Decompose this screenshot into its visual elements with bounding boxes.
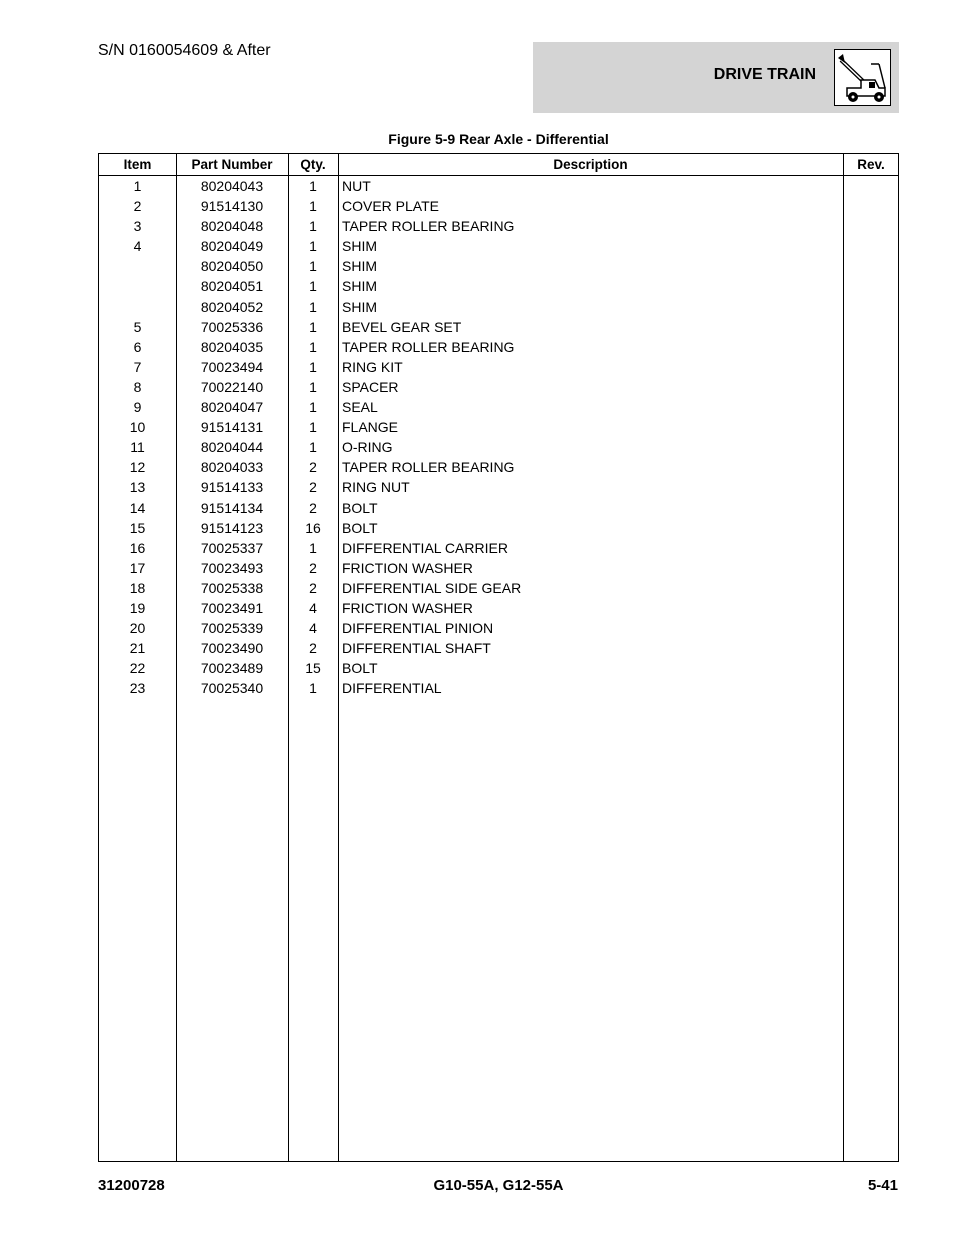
description-cell: NUT bbox=[342, 178, 371, 194]
qty-cell: 1 bbox=[309, 399, 317, 416]
table-row bbox=[99, 175, 898, 195]
part-number-cell: 91514123 bbox=[200, 519, 264, 536]
item-cell: 22 bbox=[129, 660, 146, 677]
description-cell: DIFFERENTIAL PINION bbox=[342, 620, 494, 637]
description-cell: TAPER ROLLER BEARING bbox=[342, 338, 515, 355]
item-cell: 6 bbox=[133, 338, 142, 355]
description-cell: SPACER bbox=[342, 378, 399, 395]
item-cell: 16 bbox=[129, 539, 146, 556]
description-cell: FRICTION WASHER bbox=[342, 559, 473, 576]
qty-cell: 4 bbox=[309, 620, 317, 637]
column-header-rev: Rev. bbox=[857, 157, 885, 172]
qty-cell: 1 bbox=[309, 439, 317, 456]
description-cell: O-RING bbox=[342, 439, 393, 456]
table-row bbox=[99, 597, 898, 617]
qty-cell: 2 bbox=[309, 459, 317, 476]
table-row bbox=[99, 235, 898, 255]
qty-cell: 1 bbox=[309, 358, 317, 375]
description-cell: DIFFERENTIAL SIDE GEAR bbox=[342, 579, 522, 596]
qty-cell: 4 bbox=[309, 599, 317, 616]
table-row bbox=[99, 316, 898, 336]
qty-cell: 1 bbox=[309, 378, 317, 395]
part-number-cell: 70023494 bbox=[200, 358, 264, 375]
table-row bbox=[99, 255, 898, 275]
section-title: DRIVE TRAIN bbox=[713, 66, 816, 83]
part-number-cell: 80204047 bbox=[200, 399, 264, 416]
part-number-cell: 80204050 bbox=[200, 258, 264, 275]
table-row bbox=[99, 497, 898, 517]
qty-cell: 1 bbox=[309, 278, 317, 295]
item-cell: 19 bbox=[129, 599, 146, 616]
description-cell: TAPER ROLLER BEARING bbox=[342, 218, 515, 235]
table-row bbox=[99, 577, 898, 597]
item-cell: 12 bbox=[129, 459, 146, 476]
part-number-cell: 70023489 bbox=[200, 660, 264, 677]
document-number: 31200728 bbox=[98, 1177, 165, 1194]
part-number-cell: 80204048 bbox=[200, 218, 264, 235]
table-row bbox=[99, 195, 898, 215]
part-number-cell: 91514131 bbox=[200, 419, 264, 436]
qty-cell: 2 bbox=[309, 640, 317, 657]
item-cell: 14 bbox=[129, 499, 146, 516]
table-row bbox=[99, 617, 898, 637]
description-cell: BOLT bbox=[342, 660, 378, 677]
figure-title: Figure 5-9 Rear Axle - Differential bbox=[388, 131, 609, 147]
item-cell: 23 bbox=[129, 680, 146, 697]
table-row bbox=[99, 456, 898, 476]
table-row bbox=[99, 275, 898, 295]
part-number-cell: 80204052 bbox=[200, 298, 264, 315]
item-cell: 5 bbox=[133, 318, 142, 335]
serial-number: S/N 0160054609 & After bbox=[98, 42, 271, 59]
table-row bbox=[99, 336, 898, 356]
item-cell: 8 bbox=[133, 378, 142, 395]
table-row bbox=[99, 657, 898, 677]
description-cell: SHIM bbox=[342, 238, 377, 255]
table-row bbox=[99, 637, 898, 657]
qty-cell: 1 bbox=[309, 680, 317, 697]
table-row bbox=[99, 436, 898, 456]
item-cell: 9 bbox=[133, 399, 142, 416]
part-number-cell: 70025340 bbox=[200, 680, 264, 697]
qty-cell: 1 bbox=[309, 298, 317, 315]
description-cell: DIFFERENTIAL bbox=[342, 680, 442, 697]
qty-cell: 1 bbox=[309, 338, 317, 355]
qty-cell: 1 bbox=[309, 539, 317, 556]
table-row bbox=[99, 296, 898, 316]
table-row bbox=[99, 416, 898, 436]
part-number-cell: 70025338 bbox=[200, 579, 264, 596]
qty-cell: 1 bbox=[309, 178, 317, 194]
item-cell: 7 bbox=[133, 358, 142, 375]
description-cell: COVER PLATE bbox=[342, 198, 439, 215]
qty-cell: 16 bbox=[305, 519, 321, 536]
table-row bbox=[99, 376, 898, 396]
section-header bbox=[533, 42, 899, 113]
table-row bbox=[99, 517, 898, 537]
qty-cell: 1 bbox=[309, 318, 317, 335]
part-number-cell: 80204051 bbox=[200, 278, 264, 295]
item-cell: 11 bbox=[130, 439, 145, 456]
qty-cell: 2 bbox=[309, 499, 317, 516]
part-number-cell: 80204035 bbox=[200, 338, 264, 355]
item-cell: 10 bbox=[129, 419, 146, 436]
description-cell: SHIM bbox=[342, 298, 377, 315]
column-header-item: Item bbox=[123, 157, 152, 172]
description-cell: FLANGE bbox=[342, 419, 399, 436]
part-number-cell: 70022140 bbox=[200, 378, 264, 395]
item-cell: 18 bbox=[129, 579, 146, 596]
part-number-cell: 70025337 bbox=[200, 539, 264, 556]
column-header-description: Description bbox=[553, 157, 628, 172]
part-number-cell: 70025336 bbox=[200, 318, 264, 335]
parts-table bbox=[98, 153, 899, 1162]
part-number-cell: 80204033 bbox=[200, 459, 264, 476]
part-number-cell: 70023491 bbox=[200, 599, 264, 616]
part-number-cell: 70025339 bbox=[200, 620, 264, 637]
table-row bbox=[99, 396, 898, 416]
qty-cell: 2 bbox=[309, 579, 317, 596]
description-cell: DIFFERENTIAL CARRIER bbox=[342, 539, 508, 556]
description-cell: DIFFERENTIAL SHAFT bbox=[342, 640, 491, 657]
part-number-cell: 80204044 bbox=[200, 439, 264, 456]
qty-cell: 2 bbox=[309, 559, 317, 576]
item-cell: 20 bbox=[129, 620, 146, 637]
description-cell: SHIM bbox=[342, 258, 377, 275]
description-cell: RING KIT bbox=[342, 358, 403, 375]
description-cell: BOLT bbox=[342, 499, 378, 516]
item-cell: 2 bbox=[133, 198, 142, 215]
item-cell: 17 bbox=[129, 559, 146, 576]
part-number-cell: 80204043 bbox=[200, 178, 264, 194]
item-cell: 21 bbox=[129, 640, 146, 657]
table-row bbox=[99, 476, 898, 496]
description-cell: RING NUT bbox=[342, 479, 410, 496]
item-cell: 13 bbox=[129, 479, 146, 496]
table-row bbox=[99, 537, 898, 557]
description-cell: BOLT bbox=[342, 519, 378, 536]
part-number-cell: 91514133 bbox=[200, 479, 264, 496]
table-row bbox=[99, 557, 898, 577]
description-cell: SEAL bbox=[342, 399, 378, 416]
qty-cell: 2 bbox=[309, 479, 317, 496]
description-cell: FRICTION WASHER bbox=[342, 599, 473, 616]
qty-cell: 1 bbox=[309, 218, 317, 235]
model-numbers: G10-55A, G12-55A bbox=[433, 1177, 564, 1194]
column-header-part-number: Part Number bbox=[191, 157, 273, 172]
table-body bbox=[99, 175, 898, 697]
qty-cell: 1 bbox=[309, 258, 317, 275]
column-header-qty: Qty. bbox=[300, 157, 326, 172]
description-cell: SHIM bbox=[342, 278, 377, 295]
part-number-cell: 91514130 bbox=[200, 198, 264, 215]
qty-cell: 1 bbox=[309, 419, 317, 436]
part-number-cell: 80204049 bbox=[200, 238, 264, 255]
part-number-cell: 70023490 bbox=[200, 640, 264, 657]
item-cell: 4 bbox=[133, 238, 142, 255]
table-row bbox=[99, 356, 898, 376]
qty-cell: 1 bbox=[309, 238, 317, 255]
item-cell: 1 bbox=[133, 178, 142, 194]
part-number-cell: 70023493 bbox=[200, 559, 264, 576]
page-number: 5-41 bbox=[867, 1177, 898, 1194]
table-row bbox=[99, 677, 898, 697]
item-cell: 3 bbox=[133, 218, 142, 235]
description-cell: TAPER ROLLER BEARING bbox=[342, 459, 515, 476]
description-cell: BEVEL GEAR SET bbox=[342, 318, 462, 335]
qty-cell: 15 bbox=[305, 660, 321, 677]
part-number-cell: 91514134 bbox=[200, 499, 264, 516]
table-row bbox=[99, 215, 898, 235]
qty-cell: 1 bbox=[309, 198, 317, 215]
item-cell: 15 bbox=[129, 519, 146, 536]
telehandler-icon bbox=[834, 49, 891, 106]
